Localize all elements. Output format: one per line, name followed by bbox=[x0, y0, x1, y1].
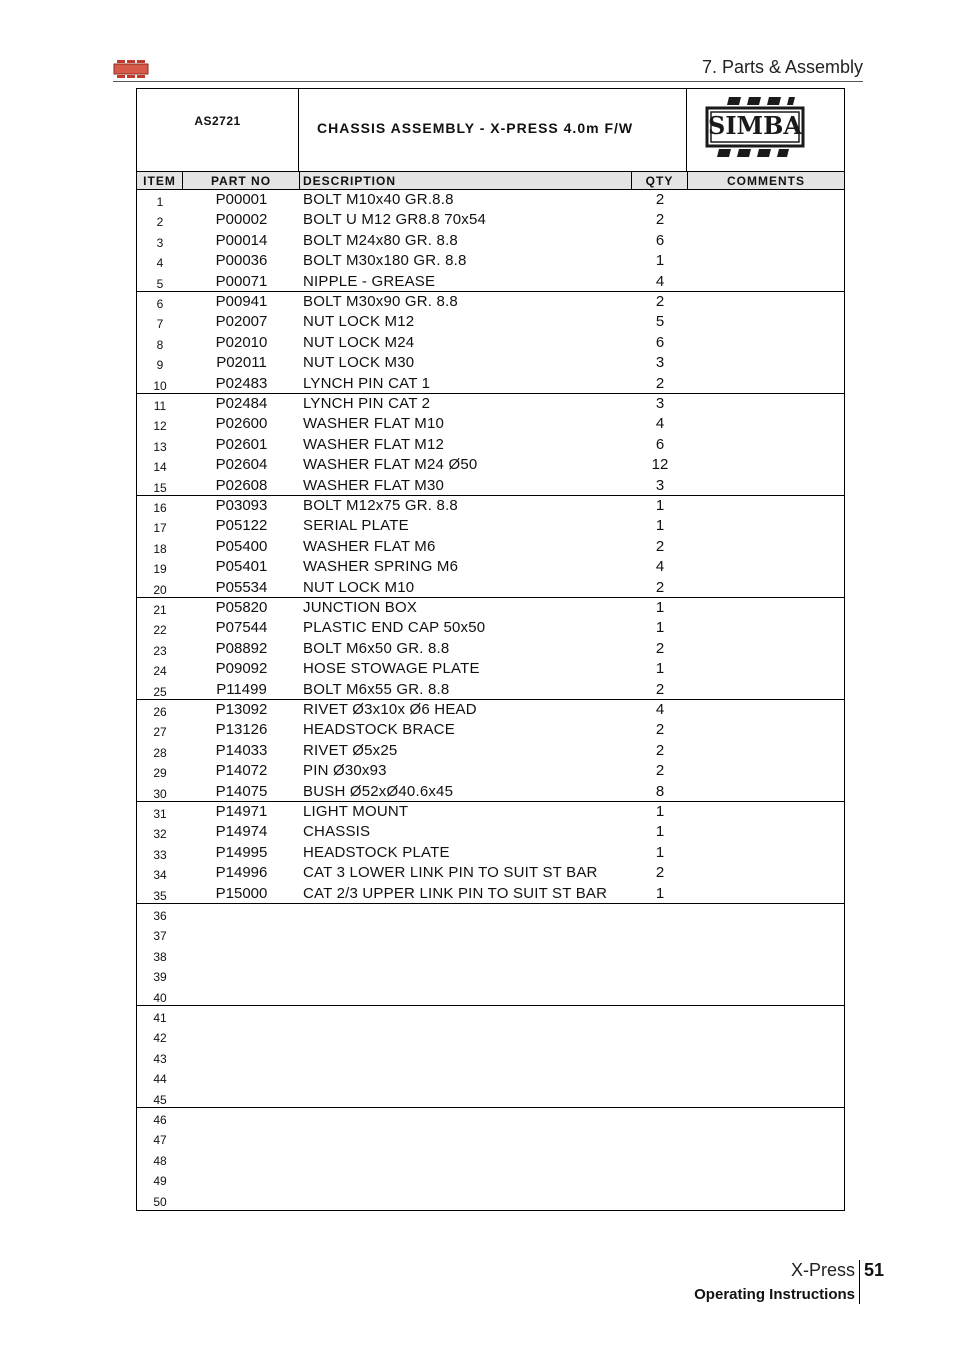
item-number: 5 bbox=[156, 276, 164, 291]
part-description: BOLT U M12 GR8.8 70x54 bbox=[303, 211, 487, 229]
table-row bbox=[137, 516, 844, 536]
footer-subtitle: Operating Instructions bbox=[694, 1286, 855, 1303]
part-description: BUSH Ø52xØ40.6x45 bbox=[303, 782, 454, 800]
item-number: 11 bbox=[153, 399, 167, 413]
part-number: P15000 bbox=[215, 884, 268, 902]
item-number: 24 bbox=[153, 664, 167, 679]
row-group bbox=[137, 802, 844, 904]
parts-sheet bbox=[136, 88, 845, 1211]
part-quantity: 6 bbox=[655, 231, 665, 249]
table-row bbox=[137, 333, 844, 353]
item-number: 28 bbox=[153, 745, 167, 760]
table-row bbox=[137, 598, 844, 618]
table-row bbox=[137, 884, 844, 904]
part-quantity: 2 bbox=[655, 293, 665, 310]
item-number: 47 bbox=[153, 1133, 167, 1148]
row-group bbox=[137, 1108, 844, 1210]
part-number: P14072 bbox=[215, 762, 268, 780]
part-description: RIVET Ø5x25 bbox=[303, 741, 398, 759]
part-quantity: 2 bbox=[655, 537, 665, 555]
item-number: 25 bbox=[153, 684, 167, 699]
part-number: P05534 bbox=[215, 578, 268, 596]
part-number: P08892 bbox=[215, 639, 268, 657]
part-description: BOLT M30x180 GR. 8.8 bbox=[303, 252, 467, 270]
row-group bbox=[137, 496, 844, 598]
item-number: 16 bbox=[153, 501, 167, 515]
part-quantity: 1 bbox=[655, 252, 665, 270]
item-number: 44 bbox=[153, 1072, 167, 1087]
table-row bbox=[137, 741, 844, 761]
part-number: P05401 bbox=[215, 558, 268, 576]
part-quantity: 3 bbox=[655, 395, 665, 412]
simba-small-logo-icon bbox=[113, 59, 149, 79]
part-number: P02484 bbox=[215, 395, 268, 412]
table-row bbox=[137, 1088, 844, 1108]
item-number: 40 bbox=[153, 990, 167, 1005]
table-row bbox=[137, 578, 844, 598]
part-quantity: 1 bbox=[655, 660, 665, 678]
part-number: P00001 bbox=[215, 191, 268, 208]
item-number: 23 bbox=[153, 643, 167, 658]
part-description: NUT LOCK M30 bbox=[303, 354, 415, 372]
part-number: P02011 bbox=[216, 354, 267, 372]
part-description: SERIAL PLATE bbox=[303, 517, 409, 535]
part-quantity: 4 bbox=[655, 272, 665, 290]
item-number: 14 bbox=[153, 460, 167, 475]
col-item-header: ITEM bbox=[137, 172, 183, 189]
footer-divider bbox=[859, 1260, 860, 1304]
part-quantity: 1 bbox=[655, 517, 665, 535]
part-number: P14996 bbox=[215, 864, 268, 882]
table-row bbox=[137, 394, 844, 414]
table-row bbox=[137, 292, 844, 312]
part-description: NUT LOCK M12 bbox=[303, 313, 415, 331]
part-description: BOLT M6x50 GR. 8.8 bbox=[303, 639, 450, 657]
part-number: P02601 bbox=[215, 435, 268, 453]
item-number: 39 bbox=[153, 970, 167, 985]
item-number: 29 bbox=[153, 766, 167, 781]
table-row bbox=[137, 476, 844, 496]
part-quantity: 8 bbox=[655, 782, 665, 800]
part-quantity: 2 bbox=[655, 741, 665, 759]
item-number: 43 bbox=[153, 1051, 167, 1066]
item-number: 22 bbox=[153, 623, 167, 638]
part-number: P11499 bbox=[216, 680, 267, 698]
part-quantity: 2 bbox=[655, 639, 665, 657]
part-number: P14075 bbox=[215, 782, 268, 800]
part-description: WASHER SPRING M6 bbox=[303, 558, 459, 576]
table-row bbox=[137, 700, 844, 720]
part-quantity: 4 bbox=[655, 701, 665, 718]
table-row bbox=[137, 1169, 844, 1189]
part-description: NUT LOCK M24 bbox=[303, 333, 415, 351]
part-number: P05400 bbox=[215, 537, 268, 555]
part-number: P09092 bbox=[215, 660, 268, 678]
item-number: 37 bbox=[153, 929, 167, 944]
part-number: P14995 bbox=[215, 843, 268, 861]
part-description: WASHER FLAT M24 Ø50 bbox=[303, 456, 478, 474]
item-number: 8 bbox=[156, 337, 164, 352]
row-group bbox=[137, 292, 844, 394]
table-row bbox=[137, 251, 844, 271]
item-number: 20 bbox=[153, 582, 167, 597]
part-description: RIVET Ø3x10x Ø6 HEAD bbox=[303, 701, 477, 718]
assembly-code-cell bbox=[137, 89, 299, 171]
table-row bbox=[137, 986, 844, 1006]
item-number: 1 bbox=[156, 195, 164, 209]
row-group bbox=[137, 598, 844, 700]
part-description: NIPPLE - GREASE bbox=[303, 272, 436, 290]
header-rule bbox=[113, 81, 863, 82]
part-quantity: 4 bbox=[655, 558, 665, 576]
col-desc-header: DESCRIPTION bbox=[300, 172, 632, 189]
table-row bbox=[137, 1190, 844, 1210]
part-description: PLASTIC END CAP 50x50 bbox=[303, 619, 486, 637]
table-row bbox=[137, 782, 844, 802]
assembly-title: CHASSIS ASSEMBLY - X-PRESS 4.0m F/W bbox=[317, 120, 634, 136]
item-number: 35 bbox=[153, 888, 167, 903]
part-description: BOLT M6x55 GR. 8.8 bbox=[303, 680, 450, 698]
item-number: 9 bbox=[156, 358, 164, 373]
part-description: LYNCH PIN CAT 2 bbox=[303, 395, 431, 412]
section-title: 7. Parts & Assembly bbox=[701, 57, 863, 77]
part-quantity: 1 bbox=[655, 497, 665, 514]
item-number: 6 bbox=[156, 297, 164, 311]
item-number: 49 bbox=[153, 1174, 167, 1189]
col-part-header: PART NO bbox=[183, 172, 300, 189]
item-number: 33 bbox=[153, 847, 167, 862]
footer-product: X-Press bbox=[790, 1260, 855, 1280]
table-row bbox=[137, 904, 844, 924]
table-row bbox=[137, 496, 844, 516]
item-number: 34 bbox=[153, 868, 167, 883]
table-row bbox=[137, 720, 844, 740]
simba-logo-icon bbox=[687, 89, 844, 171]
assembly-code: AS2721 bbox=[194, 114, 241, 128]
item-number: 32 bbox=[153, 827, 167, 842]
table-row bbox=[137, 761, 844, 781]
parts-table-body bbox=[137, 190, 844, 1210]
table-row bbox=[137, 965, 844, 985]
part-description: BOLT M30x90 GR. 8.8 bbox=[303, 293, 458, 310]
item-number: 7 bbox=[156, 317, 164, 332]
part-description: BOLT M24x80 GR. 8.8 bbox=[303, 231, 458, 249]
table-row bbox=[137, 802, 844, 822]
part-quantity: 2 bbox=[655, 374, 665, 392]
part-number: P14971 bbox=[215, 803, 268, 820]
table-row bbox=[137, 537, 844, 557]
part-quantity: 2 bbox=[655, 864, 665, 882]
item-number: 15 bbox=[153, 480, 167, 495]
part-quantity: 2 bbox=[655, 191, 665, 208]
table-row bbox=[137, 1128, 844, 1148]
part-description: WASHER FLAT M12 bbox=[303, 435, 445, 453]
item-number: 31 bbox=[153, 807, 167, 821]
item-number: 12 bbox=[153, 419, 167, 434]
part-description: HEADSTOCK PLATE bbox=[303, 843, 450, 861]
item-number: 17 bbox=[153, 521, 167, 536]
item-number: 10 bbox=[153, 378, 167, 393]
part-quantity: 1 bbox=[655, 843, 665, 861]
table-row bbox=[137, 924, 844, 944]
part-description: PIN Ø30x93 bbox=[303, 762, 387, 780]
part-quantity: 1 bbox=[655, 803, 665, 820]
item-number: 45 bbox=[153, 1092, 167, 1107]
table-row bbox=[137, 659, 844, 679]
part-quantity: 4 bbox=[655, 415, 665, 433]
item-number: 27 bbox=[153, 725, 167, 740]
item-number: 4 bbox=[156, 256, 164, 271]
table-row bbox=[137, 374, 844, 394]
table-row bbox=[137, 680, 844, 700]
row-group bbox=[137, 700, 844, 802]
part-quantity: 2 bbox=[655, 680, 665, 698]
part-number: P13092 bbox=[215, 701, 268, 718]
table-row bbox=[137, 190, 844, 210]
part-number: P02600 bbox=[215, 415, 268, 433]
column-header-row bbox=[137, 171, 844, 190]
item-number: 19 bbox=[153, 562, 167, 577]
part-quantity: 3 bbox=[655, 354, 665, 372]
part-number: P14974 bbox=[215, 823, 268, 841]
part-quantity: 3 bbox=[655, 476, 665, 494]
item-number: 46 bbox=[153, 1113, 167, 1127]
col-qty-header: QTY bbox=[632, 172, 688, 189]
table-row bbox=[137, 353, 844, 373]
page-number: 51 bbox=[864, 1260, 885, 1280]
table-row bbox=[137, 822, 844, 842]
table-row bbox=[137, 1026, 844, 1046]
part-number: P00002 bbox=[215, 211, 268, 229]
part-description: BOLT M12x75 GR. 8.8 bbox=[303, 497, 458, 514]
item-number: 26 bbox=[153, 705, 167, 719]
row-group bbox=[137, 904, 844, 1006]
part-quantity: 6 bbox=[655, 333, 665, 351]
table-row bbox=[137, 1149, 844, 1169]
table-row bbox=[137, 945, 844, 965]
part-quantity: 5 bbox=[655, 313, 665, 331]
part-number: P03093 bbox=[215, 497, 268, 514]
part-description: NUT LOCK M10 bbox=[303, 578, 415, 596]
part-description: CHASSIS bbox=[303, 823, 371, 841]
part-description: JUNCTION BOX bbox=[303, 599, 418, 616]
part-quantity: 12 bbox=[651, 456, 669, 474]
col-comments-header: COMMENTS bbox=[727, 174, 805, 188]
part-description: LIGHT MOUNT bbox=[303, 803, 409, 820]
table-row bbox=[137, 843, 844, 863]
table-row bbox=[137, 1047, 844, 1067]
part-number: P00071 bbox=[215, 272, 268, 290]
table-row bbox=[137, 1108, 844, 1128]
part-description: WASHER FLAT M6 bbox=[303, 537, 436, 555]
part-quantity: 2 bbox=[655, 721, 665, 739]
part-number: P05122 bbox=[215, 517, 268, 535]
row-group bbox=[137, 1006, 844, 1108]
table-row bbox=[137, 414, 844, 434]
part-quantity: 1 bbox=[655, 619, 665, 637]
part-description: LYNCH PIN CAT 1 bbox=[303, 374, 431, 392]
table-row bbox=[137, 1067, 844, 1087]
table-row bbox=[137, 618, 844, 638]
part-description: HEADSTOCK BRACE bbox=[303, 721, 455, 739]
part-description: CAT 2/3 UPPER LINK PIN TO SUIT ST BAR bbox=[303, 884, 608, 902]
part-quantity: 1 bbox=[655, 884, 665, 902]
part-quantity: 6 bbox=[655, 435, 665, 453]
item-number: 2 bbox=[156, 215, 164, 230]
part-number: P02007 bbox=[215, 313, 268, 331]
assembly-title-cell bbox=[299, 89, 687, 171]
part-description: CAT 3 LOWER LINK PIN TO SUIT ST BAR bbox=[303, 864, 598, 882]
part-number: P13126 bbox=[215, 721, 268, 739]
table-row bbox=[137, 272, 844, 292]
part-description: HOSE STOWAGE PLATE bbox=[303, 660, 480, 678]
item-number: 36 bbox=[153, 909, 167, 923]
table-row bbox=[137, 231, 844, 251]
table-row bbox=[137, 435, 844, 455]
part-number: P02483 bbox=[215, 374, 268, 392]
part-description: BOLT M10x40 GR.8.8 bbox=[303, 191, 454, 208]
table-row bbox=[137, 557, 844, 577]
simba-logo-text: SIMBA bbox=[707, 111, 803, 140]
part-quantity: 1 bbox=[655, 823, 665, 841]
part-number: P00014 bbox=[215, 231, 268, 249]
part-number: P02010 bbox=[215, 333, 268, 351]
item-number: 38 bbox=[153, 949, 167, 964]
part-quantity: 1 bbox=[655, 599, 665, 616]
item-number: 18 bbox=[153, 541, 167, 556]
part-number: P07544 bbox=[215, 619, 268, 637]
part-quantity: 2 bbox=[655, 762, 665, 780]
part-number: P14033 bbox=[215, 741, 268, 759]
item-number: 48 bbox=[153, 1153, 167, 1168]
table-row bbox=[137, 639, 844, 659]
part-quantity: 2 bbox=[655, 211, 665, 229]
part-number: P00036 bbox=[215, 252, 268, 270]
item-number: 21 bbox=[153, 603, 167, 617]
table-row bbox=[137, 863, 844, 883]
part-number: P02608 bbox=[215, 476, 268, 494]
table-row bbox=[137, 312, 844, 332]
part-number: P05820 bbox=[215, 599, 268, 616]
sheet-title-row bbox=[137, 89, 844, 171]
part-description: WASHER FLAT M10 bbox=[303, 415, 445, 433]
item-number: 42 bbox=[153, 1031, 167, 1046]
item-number: 41 bbox=[153, 1011, 167, 1025]
brand-logo-cell bbox=[687, 89, 844, 171]
row-group bbox=[137, 394, 844, 496]
part-number: P02604 bbox=[215, 456, 268, 474]
part-quantity: 2 bbox=[655, 578, 665, 596]
row-group bbox=[137, 190, 844, 292]
item-number: 50 bbox=[153, 1194, 167, 1209]
table-row bbox=[137, 210, 844, 230]
part-description: WASHER FLAT M30 bbox=[303, 476, 445, 494]
table-row bbox=[137, 1006, 844, 1026]
part-number: P00941 bbox=[215, 293, 268, 310]
table-row bbox=[137, 455, 844, 475]
item-number: 13 bbox=[153, 439, 167, 454]
item-number: 3 bbox=[156, 235, 164, 250]
item-number: 30 bbox=[153, 786, 167, 801]
